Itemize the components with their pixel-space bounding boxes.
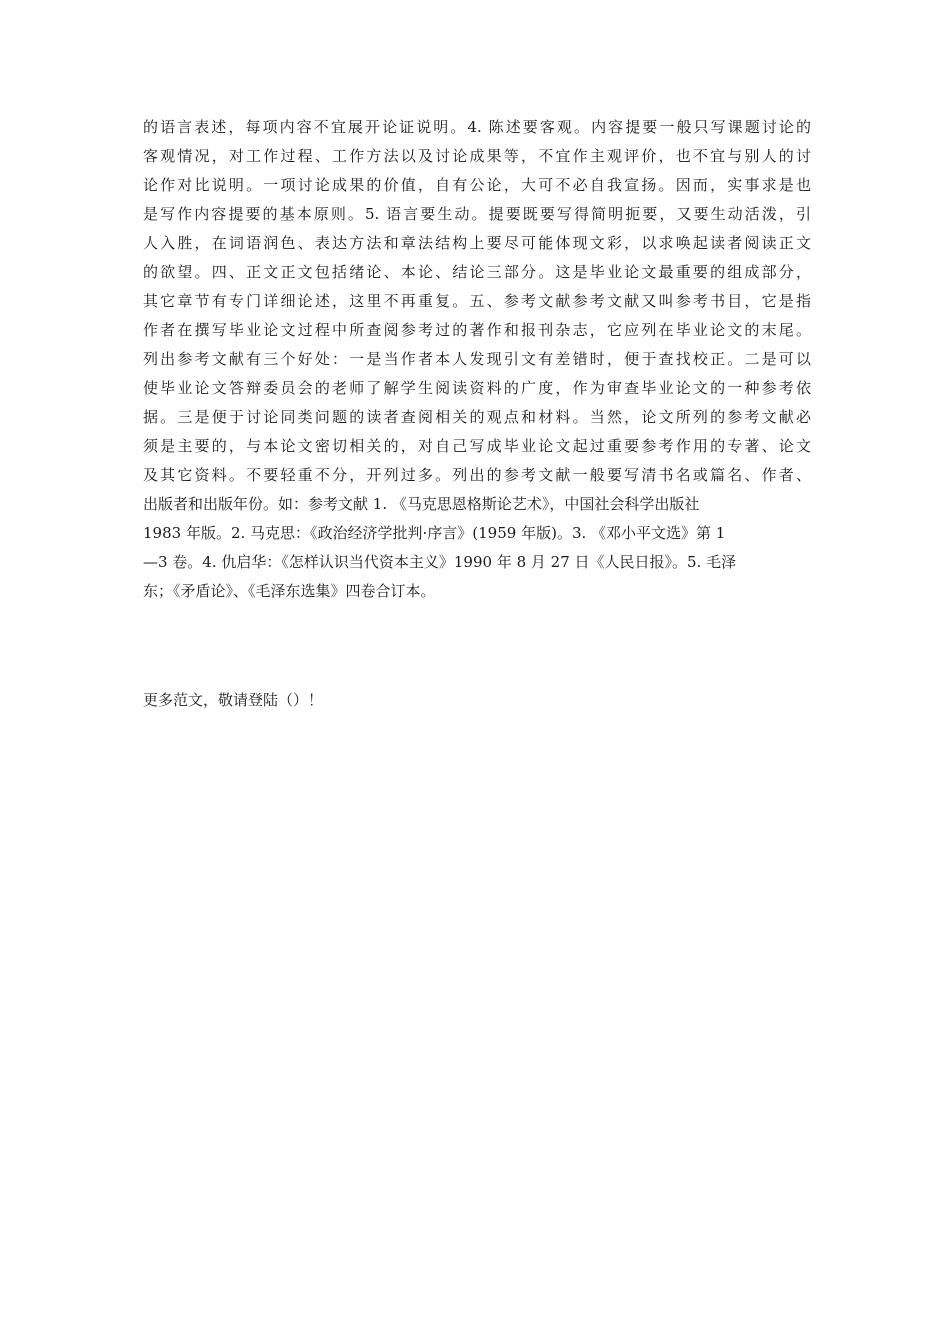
text-line: 须是主要的，与本论文密切相关的，对自己写成毕业论文起过重要参考作用的专著、论文 — [143, 437, 811, 455]
body-paragraph — [143, 113, 811, 606]
text-line: 是写作内容提要的基本原则。5. 语言要生动。提要既要写得简明扼要，又要生动活泼，引 — [143, 205, 811, 223]
text-line: —3 卷。4. 仇启华：《怎样认识当代资本主义》1990 年 8 月 27 日《人民日报》。5. 毛泽 — [143, 553, 737, 571]
text-line: 作者在撰写毕业论文过程中所查阅参考过的著作和报刊杂志，它应列在毕业论文的末尾。 — [143, 321, 811, 339]
text-line: 其它章节有专门详细论述，这里不再重复。五、参考文献参考文献又叫参考书目，它是指 — [143, 292, 811, 310]
text-line: 论作对比说明。一项讨论成果的价值，自有公论，大可不必自我宣扬。因而，实事求是也 — [143, 176, 811, 194]
text-line: 及其它资料。不要轻重不分，开列过多。列出的参考文献一般要写清书名或篇名、作者、 — [143, 466, 811, 484]
text-line: 东；《矛盾论》、《毛泽东选集》四卷合订本。 — [143, 582, 436, 600]
closing-note: 更多范文，敬请登陆（）！ — [143, 691, 324, 709]
text-line: 人入胜，在词语润色、表达方法和章法结构上要尽可能体现文彩，以求唤起读者阅读正文 — [143, 234, 811, 252]
text-line: 使毕业论文答辩委员会的老师了解学生阅读资料的广度，作为审查毕业论文的一种参考依 — [143, 379, 811, 397]
text-line: 列出参考文献有三个好处：一是当作者本人发现引文有差错时，便于查找校正。二是可以 — [143, 350, 811, 368]
text-line: 出版者和出版年份。如：参考文献 1. 《马克思恩格斯论艺术》，中国社会科学出版社 — [143, 495, 700, 513]
text-line: 据。三是便于讨论同类问题的读者查阅相关的观点和材料。当然，论文所列的参考文献必 — [143, 408, 811, 426]
text-line: 的语言表述，每项内容不宜展开论证说明。4. 陈述要客观。内容提要一般只写课题讨论的 — [143, 118, 811, 136]
text-line: 客观情况，对工作过程、工作方法以及讨论成果等，不宜作主观评价，也不宜与别人的讨 — [143, 147, 811, 165]
text-line: 的欲望。四、正文正文包括绪论、本论、结论三部分。这是毕业论文最重要的组成部分， — [143, 263, 811, 281]
text-line: 1983 年版。2. 马克思：《政治经济学批判·序言》(1959 年版)。3. 《邓小平文选》第 1 — [143, 524, 726, 542]
